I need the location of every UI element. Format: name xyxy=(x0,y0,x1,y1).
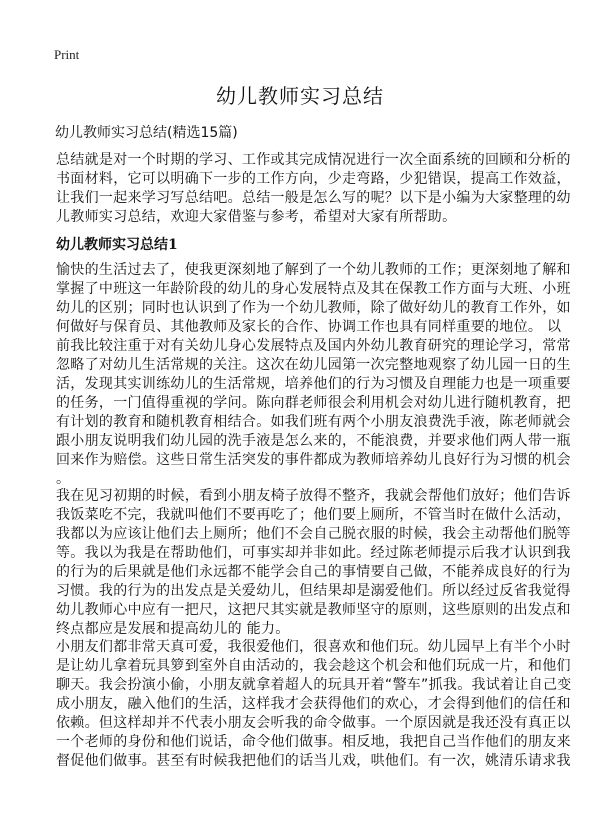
text-line: 的任务，一门值得重视的学问。陈向群老师很会利用机会对幼儿进行随机教育，把 xyxy=(56,395,571,411)
text-line: 忽略了对幼儿生活常规的关注。这次在幼儿园第一次完整地观察了幼儿园一日的生 xyxy=(56,357,571,373)
text-line: 聊天。我会扮演小偷，小朋友就拿着超人的玩具开着“警车”抓我。我试着让自己变 xyxy=(56,677,572,693)
text-line: 有计划的教育和随机教育相结合。如我们班有两个小朋友浪费洗手液，陈老师就会 xyxy=(56,414,571,430)
text-line: 我饭菜吃不完，我就叫他们不要再吃了；他们要上厕所，不管当时在做什么活动， xyxy=(56,507,571,523)
text-line: 前我比较注重于对有关幼儿身心发展特点及国内外幼儿教育研究的理论学习，常常 xyxy=(56,338,571,354)
subtitle: 幼儿教师实习总结(精选15篇) xyxy=(55,125,238,141)
text-line: 总结就是对一个时期的学习、工作或其完成情况进行一次全面系统的回顾和分析的 xyxy=(56,152,571,168)
text-line: 成小朋友，融入他们的生活，这样我才会获得他们的欢心，才会得到他们的信任和 xyxy=(56,696,571,712)
text-line: 掌握了中班这一年龄阶段的幼儿的身心发展特点及其在保教工作方面与大班、小班 xyxy=(56,281,571,297)
print-link[interactable]: Print xyxy=(54,47,80,62)
body-paragraph-3 xyxy=(56,638,572,771)
text-line: 督促他们做事。甚至有时候我把他们的话当儿戏，哄他们。有一次，姚清乐请求我 xyxy=(56,753,571,769)
text-line: 是让幼儿拿着玩具箩到室外自由活动的，我会趁这个机会和他们玩成一片，和他们 xyxy=(56,658,571,674)
text-line: 何做好与保育员、其他教师及家长的合作、协调工作也具有同样重要的地位。 以 xyxy=(56,319,562,335)
text-line: 让我们一起来学习写总结吧。总结一般是怎么写的呢？以下是小编为大家整理的幼 xyxy=(56,190,571,206)
text-line: 等。我以为我是在帮助他们，可事实却并非如此。经过陈老师提示后我才认识到我 xyxy=(56,545,571,561)
text-line: 跟小朋友说明我们幼儿园的洗手液是怎么来的，不能浪费，并要求他们两人带一瓶 xyxy=(56,433,571,449)
text-line: 我都以为应该让他们去上厕所；他们不会自己脱衣服的时候，我会主动帮他们脱等 xyxy=(56,526,571,542)
text-line: 回来作为赔偿。这些日常生活突发的事件都成为教师培养幼儿良好行为习惯的机会 xyxy=(56,452,571,468)
intro-paragraph xyxy=(56,151,571,227)
text-line: 终点都应是发展和提高幼儿的 能力。 xyxy=(56,621,290,637)
text-line: 幼儿教师心中应有一把尺，这把尺其实就是教师坚守的原则，这些原则的出发点和 xyxy=(56,602,571,618)
text-line: 习惯。我的行为的出发点是关爱幼儿，但结果却是溺爱他们。所以经过反省我觉得 xyxy=(56,583,571,599)
text-line: 小朋友们都非常天真可爱，我很爱他们，很喜欢和他们玩。幼儿园早上有半个小时 xyxy=(56,639,571,655)
text-line: 活，发现其实训练幼儿的生活常规，培养他们的行为习惯及自理能力也是一项重要 xyxy=(56,376,571,392)
text-line: 依赖。但这样却并不代表小朋友会听我的命令做事。一个原因就是我还没有真正以 xyxy=(56,715,571,731)
text-line: 。 xyxy=(56,471,71,487)
section-heading: 幼儿教师实习总结1 xyxy=(56,237,178,253)
body-paragraph-2 xyxy=(56,487,571,639)
text-line: 一个老师的身份和他们说话，命令他们做事。相反地，我把自己当作他们的朋友来 xyxy=(56,734,571,750)
text-line: 幼儿的区别；同时也认识到了作为一个幼儿教师，除了做好幼儿的教育工作外，如 xyxy=(56,300,571,316)
text-line: 我在见习初期的时候，看到小朋友椅子放得不整齐，我就会帮他们放好；他们告诉 xyxy=(56,488,571,504)
text-line: 愉快的生活过去了，使我更深刻地了解到了一个幼儿教师的工作；更深刻地了解和 xyxy=(56,262,571,278)
text-line: 儿教师实习总结，欢迎大家借鉴与参考，希望对大家有所帮助。 xyxy=(56,209,457,225)
page-title: 幼儿教师实习总结 xyxy=(216,84,384,108)
text-line: 书面材料，它可以明确下一步的工作方向，少走弯路，少犯错误，提高工作效益， xyxy=(56,171,571,187)
body-paragraph-1 xyxy=(56,261,571,489)
text-line: 的行为的后果就是他们永远都不能学会自己的事情要自己做，不能养成良好的行为 xyxy=(56,564,571,580)
